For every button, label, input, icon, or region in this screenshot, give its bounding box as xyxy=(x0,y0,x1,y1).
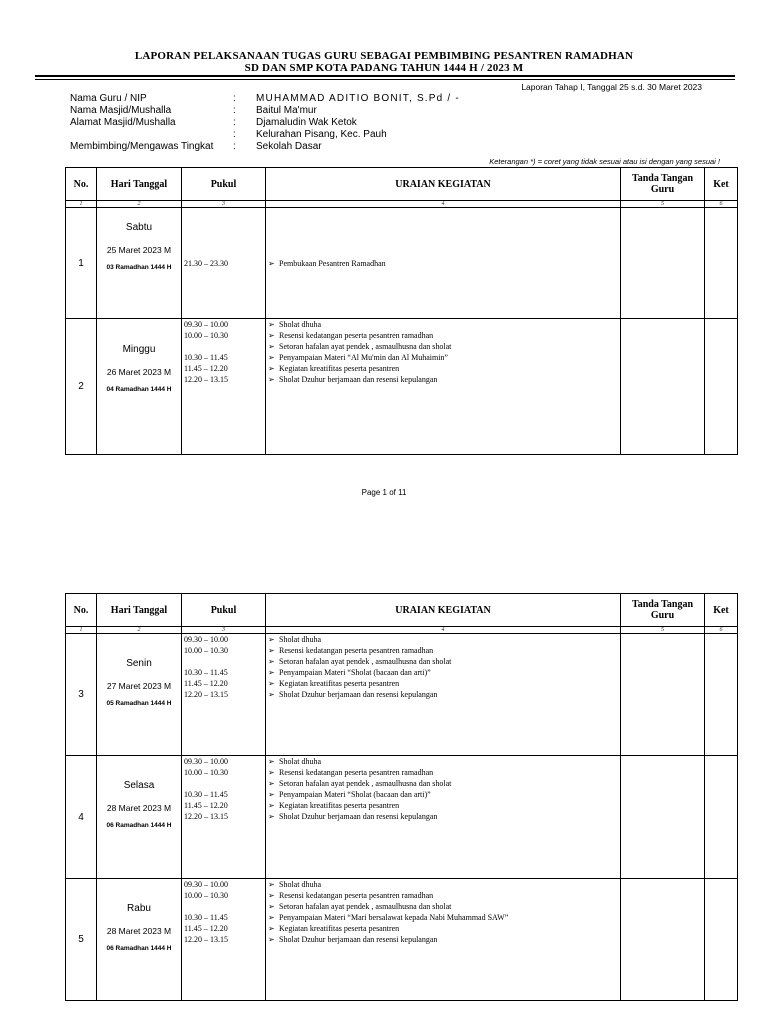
time-slot: 09.30 – 10.00 xyxy=(184,880,228,889)
time-slot: 10.30 – 11.45 xyxy=(184,353,228,362)
info-colon: : xyxy=(233,93,236,104)
header-no: No. xyxy=(66,168,97,201)
time-slot: 10.00 – 10.30 xyxy=(184,646,228,655)
arrow-bullet-icon: ➢ xyxy=(268,757,275,766)
time-slot xyxy=(184,341,265,352)
activity-item xyxy=(268,912,620,923)
col-index: 5 xyxy=(621,201,705,208)
arrow-bullet-icon: ➢ xyxy=(268,902,275,911)
table-row xyxy=(66,208,738,319)
activity-text: Kegiatan kreatifitas peserta pesantren xyxy=(279,924,400,933)
activity-text: Sholat dhuha xyxy=(279,635,321,644)
activity-item xyxy=(268,330,620,341)
header-pukul: Pukul xyxy=(182,168,266,201)
arrow-bullet-icon: ➢ xyxy=(268,690,275,699)
activity-item xyxy=(268,667,620,678)
column-index-row xyxy=(66,627,738,634)
col-index: 2 xyxy=(97,627,182,634)
arrow-bullet-icon: ➢ xyxy=(268,801,275,810)
info-row xyxy=(0,117,768,129)
signature-cell[interactable] xyxy=(621,879,705,1001)
table-row xyxy=(66,634,738,756)
table-row xyxy=(66,879,738,1001)
activity-item xyxy=(268,923,620,934)
info-label: Membimbing/Mengawas Tingkat xyxy=(70,141,214,152)
activity-cell xyxy=(266,319,621,455)
col-index: 6 xyxy=(705,201,738,208)
ket-cell[interactable] xyxy=(705,319,738,455)
arrow-bullet-icon: ➢ xyxy=(268,924,275,933)
time-slot xyxy=(184,901,265,912)
ket-cell[interactable] xyxy=(705,208,738,319)
activity-item xyxy=(268,689,620,700)
time-cell xyxy=(182,756,266,879)
activity-item xyxy=(268,890,620,901)
day-name: Selasa xyxy=(123,780,155,791)
mosque-name: Baitul Ma'mur xyxy=(256,105,317,116)
table-row xyxy=(66,319,738,455)
table-row xyxy=(66,756,738,879)
col-index: 3 xyxy=(182,201,266,208)
arrow-bullet-icon: ➢ xyxy=(268,320,275,329)
info-colon: : xyxy=(233,105,236,116)
header-ttd: Tanda Tangan Guru xyxy=(621,168,705,201)
time-cell xyxy=(182,634,266,756)
activity-text: Setoran hafalan ayat pendek , asmaulhusna dan sholat xyxy=(279,342,452,351)
hijri-date: 04 Ramadhan 1444 H xyxy=(106,386,172,393)
hijri-date: 06 Ramadhan 1444 H xyxy=(106,945,172,952)
info-row xyxy=(0,93,768,105)
activity-text: Pembukaan Pesantren Ramadhan xyxy=(279,258,386,268)
col-index: 4 xyxy=(266,201,621,208)
activity-text: Sholat Dzuhur berjamaan dan resensi kepulangan xyxy=(279,375,438,384)
header-no: No. xyxy=(66,594,97,627)
header-hari-tanggal: Hari Tanggal xyxy=(97,168,182,201)
header-ket: Ket xyxy=(705,594,738,627)
day-date: 28 Maret 2023 M xyxy=(106,803,172,813)
arrow-bullet-icon: ➢ xyxy=(268,779,275,788)
col-index: 2 xyxy=(97,201,182,208)
report-title-line1: LAPORAN PELAKSANAAN TUGAS GURU SEBAGAI PEMBIMBING PESANTREN RAMADHAN xyxy=(134,50,634,62)
activity-text: Kegiatan kreatifitas peserta pesantren xyxy=(279,801,400,810)
info-label: Nama Masjid/Mushalla xyxy=(70,105,172,116)
info-row xyxy=(0,141,768,153)
arrow-bullet-icon: ➢ xyxy=(268,635,275,644)
arrow-bullet-icon: ➢ xyxy=(268,790,275,799)
report-stage: Laporan Tahap I, Tanggal 25 s.d. 30 Maret 2023 xyxy=(521,82,702,92)
activity-text: Setoran hafalan ayat pendek , asmaulhusna dan sholat xyxy=(279,779,452,788)
day-date: 27 Maret 2023 M xyxy=(106,681,172,691)
ket-cell[interactable] xyxy=(705,756,738,879)
arrow-bullet-icon: ➢ xyxy=(268,880,275,889)
day-name: Sabtu xyxy=(125,222,153,233)
arrow-bullet-icon: ➢ xyxy=(268,353,275,362)
activity-text: Setoran hafalan ayat pendek , asmaulhusna dan sholat xyxy=(279,657,452,666)
info-colon: : xyxy=(233,129,236,140)
activity-text: Penyampaian Materi “Al Mu'min dan Al Muhaimin” xyxy=(279,353,448,362)
day-name: Rabu xyxy=(127,903,151,914)
time-slot xyxy=(184,778,265,789)
report-title-line2: SD DAN SMP KOTA PADANG TAHUN 1444 H / 2023 M xyxy=(244,62,524,74)
arrow-bullet-icon: ➢ xyxy=(268,331,275,340)
activity-text: Resensi kedatangan peserta pesantren ramadhan xyxy=(279,891,434,900)
arrow-bullet-icon: ➢ xyxy=(268,679,275,688)
ket-cell[interactable] xyxy=(705,879,738,1001)
activity-item xyxy=(268,811,620,822)
activity-item xyxy=(268,352,620,363)
time-slot: 11.45 – 12.20 xyxy=(184,364,228,373)
activity-cell xyxy=(266,879,621,1001)
arrow-bullet-icon: ➢ xyxy=(268,891,275,900)
activity-table-page2 xyxy=(65,593,738,1001)
row-number: 2 xyxy=(66,319,97,455)
teacher-name: MUHAMMAD ADITIO BONIT, S.Pd / - xyxy=(256,93,460,104)
time-slot: 11.45 – 12.20 xyxy=(184,801,228,810)
mosque-address-2: Kelurahan Pisang, Kec. Pauh xyxy=(256,129,387,140)
activity-text: Sholat Dzuhur berjamaan dan resensi kepulangan xyxy=(279,812,438,821)
info-row xyxy=(0,105,768,117)
time-slot: 11.45 – 12.20 xyxy=(184,924,228,933)
activity-text: Sholat dhuha xyxy=(279,757,321,766)
arrow-bullet-icon: ➢ xyxy=(268,668,275,677)
activity-item xyxy=(268,258,620,269)
school-level: Sekolah Dasar xyxy=(256,141,322,152)
info-label: Nama Guru / NIP xyxy=(70,93,147,104)
day-name: Senin xyxy=(126,658,152,669)
time-slot: 10.00 – 10.30 xyxy=(184,891,228,900)
activity-item xyxy=(268,934,620,945)
time-cell xyxy=(182,879,266,1001)
day-date: 26 Maret 2023 M xyxy=(106,367,172,377)
time-slot: 12.20 – 13.15 xyxy=(184,812,228,821)
activity-item xyxy=(268,778,620,789)
activity-cell xyxy=(266,756,621,879)
hijri-date: 03 Ramadhan 1444 H xyxy=(106,264,172,271)
info-label: Alamat Masjid/Mushalla xyxy=(70,117,176,128)
note-text: Keterangan *) = coret yang tidak sesuai atau isi dengan yang sesuai ! xyxy=(489,157,720,166)
time-slot: 10.00 – 10.30 xyxy=(184,768,228,777)
page-number: Page 1 of 11 xyxy=(361,488,407,497)
time-slot: 10.30 – 11.45 xyxy=(184,668,228,677)
activity-item xyxy=(268,634,620,645)
col-index: 3 xyxy=(182,627,266,634)
activity-text: Penyampaian Materi “Mari bersalawat kepada Nabi Muhammad SAW” xyxy=(279,913,509,922)
signature-cell[interactable] xyxy=(621,756,705,879)
title-divider-thin xyxy=(35,79,735,80)
activity-item xyxy=(268,656,620,667)
activity-item xyxy=(268,678,620,689)
activity-item xyxy=(268,645,620,656)
col-index: 4 xyxy=(266,627,621,634)
arrow-bullet-icon: ➢ xyxy=(268,657,275,666)
signature-cell[interactable] xyxy=(621,319,705,455)
hijri-date: 05 Ramadhan 1444 H xyxy=(106,700,172,707)
activity-text: Penyampaian Materi “Sholat (bacaan dan arti)” xyxy=(279,668,431,677)
activity-item xyxy=(268,319,620,330)
activity-item xyxy=(268,879,620,890)
time-cell xyxy=(182,319,266,455)
time-slot: 10.30 – 11.45 xyxy=(184,913,228,922)
info-colon: : xyxy=(233,141,236,152)
activity-cell xyxy=(266,208,621,319)
activity-item xyxy=(268,800,620,811)
time-slot xyxy=(184,656,265,667)
signature-cell[interactable] xyxy=(621,208,705,319)
activity-item xyxy=(268,374,620,385)
header-pukul: Pukul xyxy=(182,594,266,627)
activity-text: Kegiatan kreatifitas peserta pesantren xyxy=(279,364,400,373)
identity-info xyxy=(0,93,768,163)
arrow-bullet-icon: ➢ xyxy=(268,646,275,655)
column-index-row xyxy=(66,201,738,208)
time-slot: 12.20 – 13.15 xyxy=(184,375,228,384)
activity-text: Resensi kedatangan peserta pesantren ramadhan xyxy=(279,768,434,777)
arrow-bullet-icon: ➢ xyxy=(268,258,275,268)
activity-table-page1 xyxy=(65,167,738,455)
activity-text: Sholat Dzuhur berjamaan dan resensi kepulangan xyxy=(279,935,438,944)
day-date-cell xyxy=(97,756,182,879)
activity-text: Sholat dhuha xyxy=(279,880,321,889)
header-uraian: URAIAN KEGIATAN xyxy=(266,168,621,201)
info-row xyxy=(0,129,768,141)
day-date-cell xyxy=(97,208,182,319)
col-index: 1 xyxy=(66,627,97,634)
row-number: 3 xyxy=(66,634,97,756)
day-date: 25 Maret 2023 M xyxy=(106,245,172,255)
arrow-bullet-icon: ➢ xyxy=(268,342,275,351)
arrow-bullet-icon: ➢ xyxy=(268,768,275,777)
time-slot: 12.20 – 13.15 xyxy=(184,690,228,699)
arrow-bullet-icon: ➢ xyxy=(268,935,275,944)
hijri-date: 06 Ramadhan 1444 H xyxy=(106,822,172,829)
time-slot: 12.20 – 13.15 xyxy=(184,935,228,944)
arrow-bullet-icon: ➢ xyxy=(268,913,275,922)
row-number: 5 xyxy=(66,879,97,1001)
time-cell xyxy=(182,208,266,319)
activity-text: Resensi kedatangan peserta pesantren ramadhan xyxy=(279,331,434,340)
time-slot: 11.45 – 12.20 xyxy=(184,679,228,688)
activity-text: Penyampaian Materi “Sholat (bacaan dan arti)” xyxy=(279,790,431,799)
activity-item xyxy=(268,789,620,800)
info-colon: : xyxy=(233,117,236,128)
mosque-address: Djamaludin Wak Ketok xyxy=(256,117,357,128)
header-hari-tanggal: Hari Tanggal xyxy=(97,594,182,627)
col-index: 5 xyxy=(621,627,705,634)
activity-text: Resensi kedatangan peserta pesantren ramadhan xyxy=(279,646,434,655)
activity-text: Sholat Dzuhur berjamaan dan resensi kepulangan xyxy=(279,690,438,699)
col-index: 6 xyxy=(705,627,738,634)
day-name: Minggu xyxy=(122,344,156,355)
time-slot: 21.30 – 23.30 xyxy=(184,258,228,268)
activity-item xyxy=(268,756,620,767)
time-slot: 09.30 – 10.00 xyxy=(184,320,228,329)
title-divider-thick xyxy=(35,75,735,77)
activity-item xyxy=(268,767,620,778)
row-number: 4 xyxy=(66,756,97,879)
activity-item xyxy=(268,341,620,352)
time-slot: 09.30 – 10.00 xyxy=(184,635,228,644)
day-date-cell xyxy=(97,319,182,455)
activity-cell xyxy=(266,634,621,756)
activity-item xyxy=(268,901,620,912)
arrow-bullet-icon: ➢ xyxy=(268,375,275,384)
ket-cell[interactable] xyxy=(705,634,738,756)
arrow-bullet-icon: ➢ xyxy=(268,812,275,821)
time-slot: 10.00 – 10.30 xyxy=(184,331,228,340)
signature-cell[interactable] xyxy=(621,634,705,756)
col-index: 1 xyxy=(66,201,97,208)
day-date: 28 Maret 2023 M xyxy=(106,926,172,936)
activity-text: Setoran hafalan ayat pendek , asmaulhusna dan sholat xyxy=(279,902,452,911)
arrow-bullet-icon: ➢ xyxy=(268,364,275,373)
activity-text: Sholat dhuha xyxy=(279,320,321,329)
activity-text: Kegiatan kreatifitas peserta pesantren xyxy=(279,679,400,688)
header-uraian: URAIAN KEGIATAN xyxy=(266,594,621,627)
row-number: 1 xyxy=(66,208,97,319)
time-slot: 09.30 – 10.00 xyxy=(184,757,228,766)
time-slot: 10.30 – 11.45 xyxy=(184,790,228,799)
day-date-cell xyxy=(97,879,182,1001)
day-date-cell xyxy=(97,634,182,756)
activity-item xyxy=(268,363,620,374)
header-ket: Ket xyxy=(705,168,738,201)
header-ttd: Tanda Tangan Guru xyxy=(621,594,705,627)
